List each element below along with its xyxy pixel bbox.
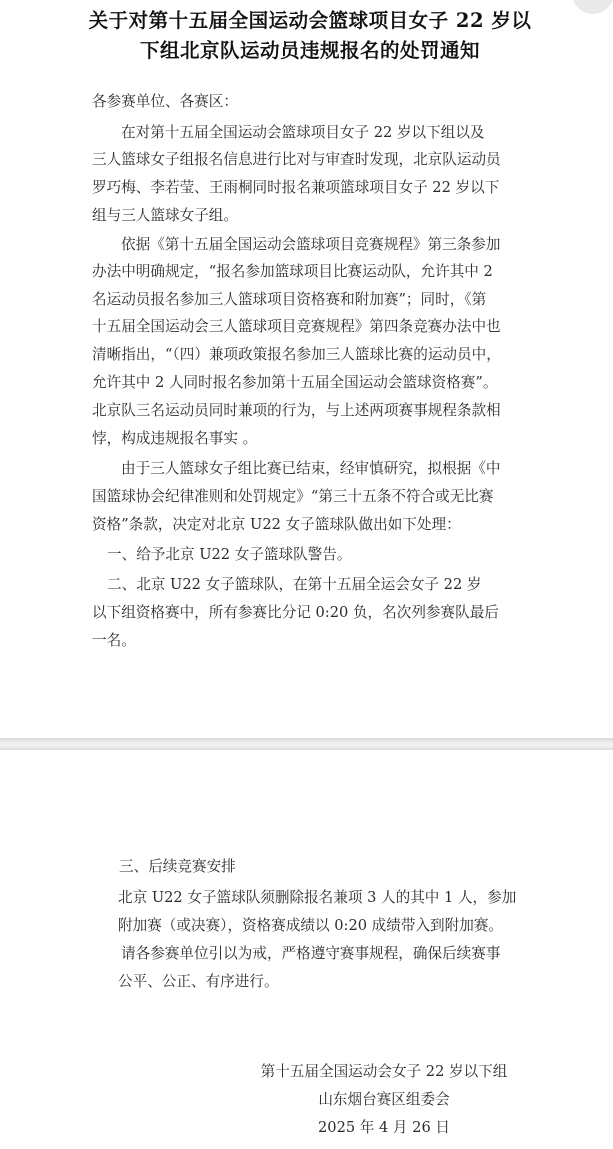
body-line: 资格”条款，决定对北京 U22 女子篮球队做出如下处理： xyxy=(92,516,461,533)
salutation: 各参赛单位、各赛区： xyxy=(92,93,238,110)
body-line: 十五届全国运动会三人篮球项目竞赛规程》第四条竞赛办法中也 xyxy=(92,318,501,335)
body-line: 三人篮球女子组报名信息进行比对与审查时发现，北京队运动员 xyxy=(92,151,501,168)
penalty-item-2: 二、北京 U22 女子篮球队，在第十五届全运会女子 22 岁 xyxy=(107,576,482,593)
body-line: 北京队三名运动员同时兼项的行为，与上述两项赛事规程条款相 xyxy=(92,402,501,419)
body-line: 罗巧梅、李若莹、王雨桐同时报名兼项篮球项目女子 22 岁以下 xyxy=(92,179,500,196)
penalty-item-1: 一、给予北京 U22 女子篮球队警告。 xyxy=(107,546,352,563)
signature-org-line-1: 第十五届全国运动会女子 22 岁以下组 xyxy=(260,1063,508,1080)
body-line: 办法中明确规定，“报名参加篮球项目比赛运动队，允许其中 2 xyxy=(92,263,493,280)
body-line: 请各参赛单位引以为戒，严格遵守赛事规程，确保后续赛事 xyxy=(121,945,501,962)
signature-date: 2025 年 4 月 26 日 xyxy=(318,1119,450,1136)
body-line: 在对第十五届全国运动会篮球项目女子 22 岁以下组以及 xyxy=(121,124,485,141)
body-line: 悖，构成违规报名事实 。 xyxy=(92,430,258,447)
document-page-2 xyxy=(0,750,613,1149)
title-line-1: 关于对第十五届全国运动会篮球项目女子 22 岁以 xyxy=(88,9,532,32)
body-line: 由于三人篮球女子组比赛已结束，经审慎研究，拟根据《中 xyxy=(121,460,501,477)
title-line-2: 下组北京队运动员违规报名的处罚通知 xyxy=(139,39,480,62)
body-line: 以下组资格赛中，所有参赛比分记 0:20 负，名次列参赛队最后 xyxy=(92,604,499,621)
notice-title xyxy=(40,6,580,66)
body-line: 公平、公正、有序进行。 xyxy=(118,973,279,990)
page-separator xyxy=(0,738,613,750)
body-line: 允许其中 2 人同时报名参加第十五届全国运动会篮球资格赛”。 xyxy=(92,374,498,391)
body-line: 一名。 xyxy=(92,632,136,649)
body-line: 国篮球协会纪律准则和处罚规定》“第三十五条不符合或无比赛 xyxy=(92,488,494,505)
body-line: 附加赛（或决赛），资格赛成绩以 0:20 成绩带入到附加赛。 xyxy=(118,917,504,934)
body-line: 清晰指出，“（四）兼项政策报名参加三人篮球比赛的运动员中， xyxy=(92,346,501,363)
body-line: 依据《第十五届全国运动会篮球项目竞赛规程》第三条参加 xyxy=(121,236,501,253)
signature-org-line-2: 山东烟台赛区组委会 xyxy=(318,1091,450,1108)
body-line: 组与三人篮球女子组。 xyxy=(92,207,238,224)
section-heading: 三、后续竞赛安排 xyxy=(119,858,236,875)
body-line: 名运动员报名参加三人篮球项目资格赛和附加赛”；同时，《第 xyxy=(92,291,487,308)
body-line: 北京 U22 女子篮球队须删除报名兼项 3 人的其中 1 人，参加 xyxy=(118,889,517,906)
